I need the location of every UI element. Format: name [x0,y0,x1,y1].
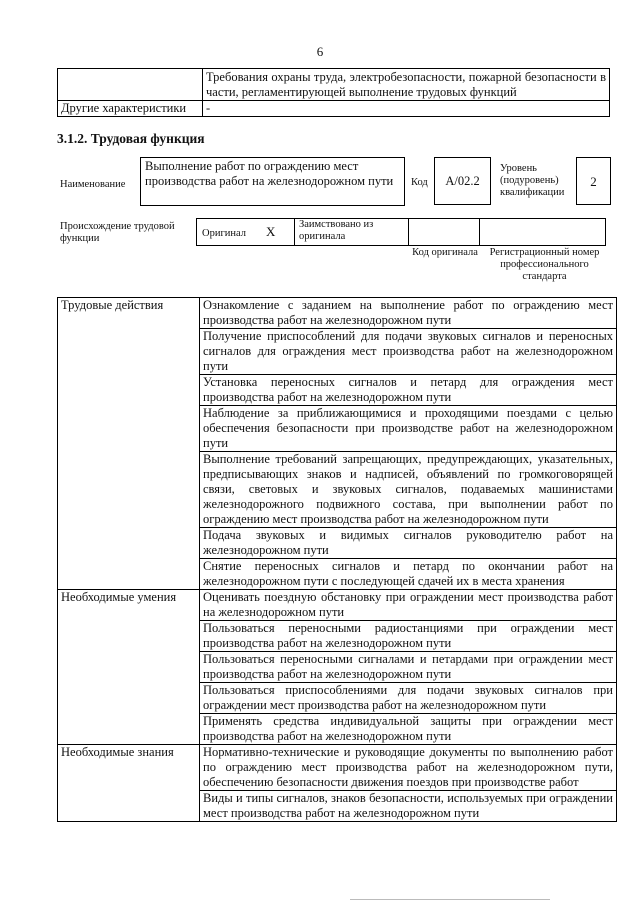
group-item: Нормативно-технические и руководящие документы по выполнению работ по ограждению мест производства работ на железнодорожном пути, обеспечению безопасности движения поездов при производстве работ [200,745,617,791]
group-item: Оценивать поездную обстановку при ограждении мест производства работ на железнодорожном пути [200,590,617,621]
divider [408,218,409,245]
group-item: Получение приспособлений для подачи звуковых сигналов и переносных сигналов для ограждения мест производства работ на железнодорожном пути [200,329,617,375]
original-label: Оригинал [202,228,246,239]
table-row [58,101,610,117]
divider [294,218,295,245]
code-caption: Код оригинала [412,247,478,258]
level-box [576,157,611,205]
group-label: Необходимые знания [58,745,200,822]
group-item: Пользоваться приспособлениями для подачи звуковых сигналов при ограждении мест производства работ на железнодорожном пути [200,683,617,714]
origin-label: Происхождение трудовой функции [60,221,175,244]
divider [350,899,550,900]
divider [479,218,480,245]
row-label-other-characteristics: Другие характеристики [58,101,203,117]
function-name-box [140,157,405,206]
code-box [434,157,491,205]
original-mark: X [266,224,276,239]
group-item: Выполнение требований запрещающих, предупреждающих, указательных, предписывающих знаков и надписей, объявлений по громкоговорящей связи, световых и звуковых сигналов, подаваемых машинистами железнодорожного подвижного состава, при выполнении работ по ограждению мест производства работ на железнодорожном пути [200,452,617,528]
group-item: Наблюдение за приближающимися и проходящими поездами с целью обеспечения безопасности при производстве работ на железнодорожном пути [200,406,617,452]
reg-caption: Регистрационный номер профессионального стандарта [489,247,600,282]
group-item: Снятие переносных сигналов и петард по окончании работ на железнодорожном пути с последующей сдачей их в места хранения [200,559,617,590]
group-item: Виды и типы сигналов, знаков безопасности, используемых при ограждении мест производства работ на железнодорожном пути [200,791,617,822]
group-item: Установка переносных сигналов и петард для ограждения мест производства работ на железнодорожном пути [200,375,617,406]
group-item: Подача звуковых и видимых сигналов руководителю работ на железнодорожном пути [200,528,617,559]
table-row [58,590,617,621]
name-label: Наименование [60,179,126,190]
page-number: 6 [316,44,324,59]
section-title: 3.1.2. Трудовая функция [57,131,205,146]
group-label: Трудовые действия [58,298,200,590]
group-item: Пользоваться переносными сигналами и петардами при ограждении мест производства работ на железнодорожном пути [200,652,617,683]
group-item: Ознакомление с заданием на выполнение работ по ограждению мест производства работ на железнодорожном пути [200,298,617,329]
borrowed-label: Заимствовано из оригинала [299,219,374,242]
code-label: Код [411,177,428,188]
top-table [57,68,610,117]
table-row [58,69,610,101]
level-label: Уровень (подуровень) квалификации [500,163,565,198]
level-value: 2 [590,173,597,189]
table-row [58,298,617,329]
code-value: А/02.2 [445,173,480,188]
row-value-other-characteristics: - [203,101,610,117]
main-table [57,297,617,822]
function-name-value: Выполнение работ по ограждению мест производства работ на железнодорожном пути [145,159,394,188]
table-row [58,745,617,791]
group-item: Пользоваться переносными радиостанциями при ограждении мест производства работ на железнодорожном пути [200,621,617,652]
table-cell: Требования охраны труда, электробезопасности, пожарной безопасности в части, регламентирующей выполнение трудовых функций [203,69,610,101]
table-cell-empty [58,69,203,101]
group-item: Применять средства индивидуальной защиты при ограждении мест производства работ на железнодорожном пути [200,714,617,745]
group-label: Необходимые умения [58,590,200,745]
